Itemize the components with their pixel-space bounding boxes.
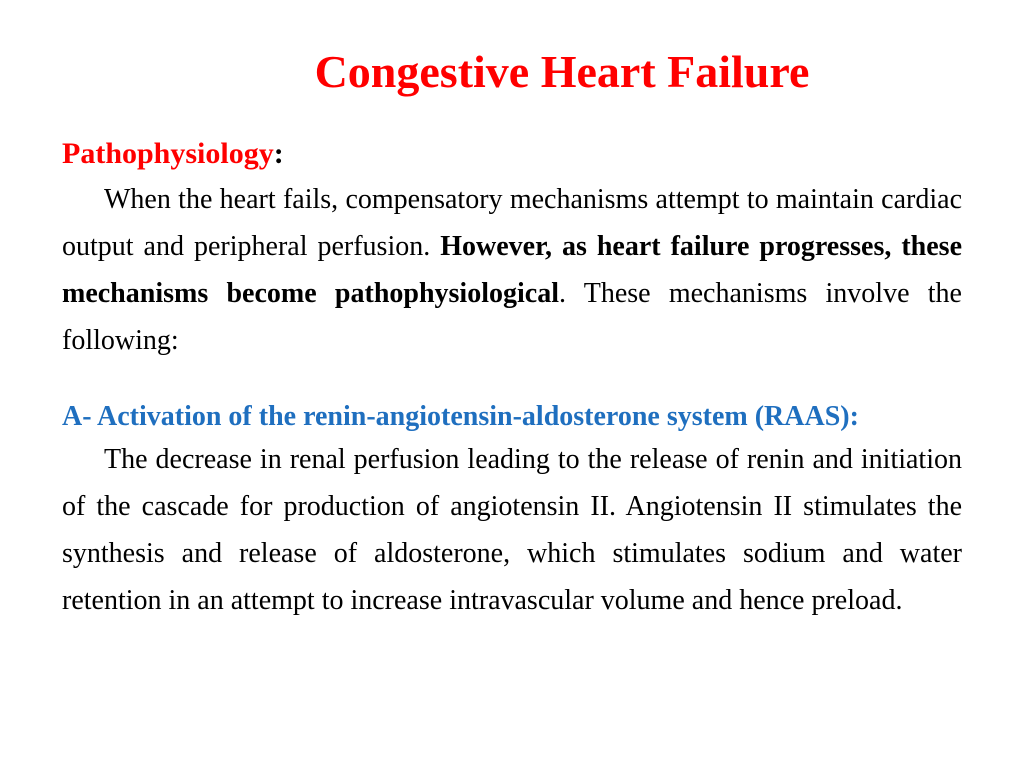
slide-title: Congestive Heart Failure <box>314 46 810 97</box>
paragraph1-text-b: . These mechanisms involve the following: <box>62 278 962 356</box>
section-heading-colon: : <box>273 137 284 170</box>
subsection-heading-raas: A- Activation of the renin-angiotensin-aldosterone system (RAAS): <box>62 401 859 432</box>
section-heading-label: Pathophysiology <box>62 137 274 170</box>
slide-content <box>62 132 962 624</box>
paragraph-pathophysiology <box>62 176 962 364</box>
paragraph1-bold: However, as heart failure progresses, these mechanisms become pathophysiological <box>62 231 963 309</box>
section-heading <box>62 132 962 176</box>
paragraph-raas: The decrease in renal perfusion leading to the release of renin and initiation of the cascade for production of angiotensin II. Angiotensin II stimulates the synthesis and release of aldosterone, which stimulates sodium and water retention in an attempt to increase intravascular volume and hence preload. <box>62 444 962 616</box>
paragraph1-text-a: When the heart fails, compensatory mechanisms attempt to maintain cardiac output and peripheral perfusion. <box>62 184 962 262</box>
